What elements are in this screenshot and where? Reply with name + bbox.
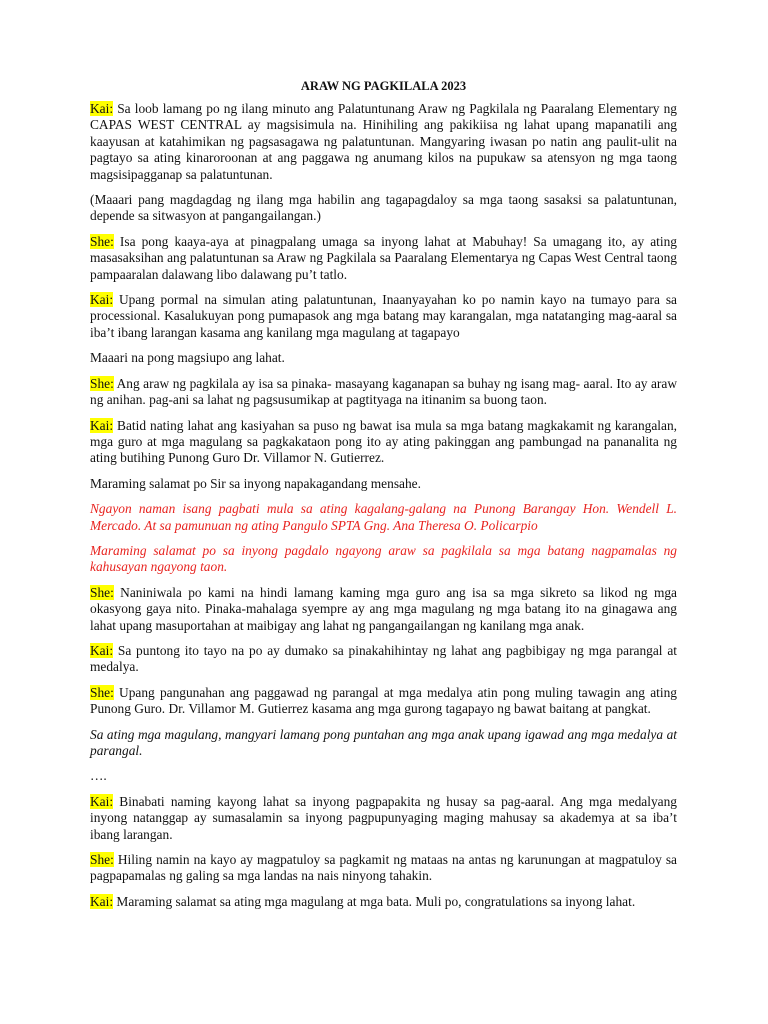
script-paragraph xyxy=(90,585,677,634)
speaker-label: Kai: xyxy=(90,101,114,116)
script-paragraph xyxy=(90,376,677,409)
script-paragraph xyxy=(90,501,677,534)
script-paragraph xyxy=(90,852,677,885)
speaker-label: Kai: xyxy=(90,417,114,433)
paragraph-text: Upang pormal na simulan ating palatuntunan, Inaanyayahan ko po namin kayo na tumayo para sa processional. Kasalukuyan pong pumapasok ang mga batang may karangalan, mga natatanging mag-aaral sa iba’t ibang larangan kasama ang kanilang mga magulang at tagapayo xyxy=(90,292,677,340)
paragraph-text: Batid nating lahat ang kasiyahan sa puso ng bawat isa mula sa mga batang magkakamit ng karangalan, mga guro at mga magulang sa pagkakataon pong ito ay ating pakinggan ang pambungad na pananalita ng ating butihing Punong Guro Dr. Villamor N. Gutierrez. xyxy=(90,417,677,466)
script-paragraph xyxy=(90,418,677,467)
speaker-label: She: xyxy=(90,375,114,391)
script-paragraph xyxy=(90,794,677,843)
script-paragraph xyxy=(90,894,677,910)
paragraph-text: Hiling namin na kayo ay magpatuloy sa pagkamit ng mataas na antas ng karunungan at magpatuloy sa pagpapamalas ng galing sa mga landas na nais ninyong tahakin. xyxy=(90,852,677,884)
script-paragraph xyxy=(90,643,677,676)
paragraph-text: Naniniwala po kami na hindi lamang kaming mga guro ang isa sa mga sikreto sa likod ng mga okasyong gaya nito. Pinaka-mahalaga syempre ay ang mga magulang ng mga batang ito na ginagawa ang lahat upang masuportahan at maibigay ang lahat ng pangangailangan ng kanilang mga anak. xyxy=(90,584,677,633)
speaker-label: Kai: xyxy=(90,292,114,308)
speaker-label: She: xyxy=(90,584,114,600)
script-paragraph xyxy=(90,768,677,784)
paragraph-text: Maaari na pong magsiupo ang lahat. xyxy=(90,350,285,366)
speaker-label: Kai: xyxy=(90,893,114,909)
paragraph-text: Sa puntong ito tayo na po ay dumako sa pinakahihintay ng lahat ang pagbibigay ng mga parangal at medalya. xyxy=(90,642,677,675)
paragraph-text: Maraming salamat po Sir sa inyong napakagandang mensahe. xyxy=(90,475,421,491)
speaker-label: She: xyxy=(90,233,114,249)
script-paragraph xyxy=(90,350,677,366)
paragraph-text: …. xyxy=(90,768,107,784)
script-paragraph xyxy=(90,685,677,718)
speaker-label: Kai: xyxy=(90,793,114,809)
document-title: ARAW NG PAGKILALA 2023 xyxy=(300,79,467,93)
paragraph-text: Isa pong kaaya-aya at pinagpalang umaga sa inyong lahat at Mabuhay! Sa umagang ito, ay ating masasaksihan ang palatuntunan sa Araw ng Pagkilala sa Paaralang Elementarya ng Capas West Central taong pampaaralan dalawang libo dalawang pu’t tatlo. xyxy=(90,233,677,282)
script-paragraph xyxy=(90,101,677,183)
paragraph-text: Ngayon naman isang pagbati mula sa ating kagalang-galang na Punong Barangay Hon. Wendell L. Mercado. At sa pamunuan ng ating Pangulo SPTA Gng. Ana Theresa O. Policarpio xyxy=(90,501,677,533)
document-body xyxy=(90,101,677,910)
paragraph-text: Ang araw ng pagkilala ay isa sa pinaka- masayang kaganapan sa buhay ng isang mag- aaral. Ito ay araw ng anihan. pag-ani sa lahat ng pagsusumikap at pagtityaga na itinanim sa buong taon. xyxy=(90,375,677,408)
paragraph-text: Sa loob lamang po ng ilang minuto ang Palatuntunang Araw ng Pagkilala ng Paaralang Elementary ng CAPAS WEST CENTRAL ay magsisimula na. Hinihiling ang pakikiisa ng lahat upang mapanatili ang kaayusan at katahimikan ng pagsasagawa ng palatuntunan. Mangyaring iwasan po natin ang paulit-ulit na pagtayo sa ating kinaroroonan at ang paggawa ng anumang kilos na pupukaw sa atensyon ng mga taong magsisipagganap sa palatuntunan. xyxy=(90,101,677,182)
speaker-label: She: xyxy=(90,852,114,868)
script-paragraph xyxy=(90,192,677,225)
script-paragraph xyxy=(90,476,677,492)
script-paragraph xyxy=(90,543,677,576)
speaker-label: Kai: xyxy=(90,642,114,658)
script-paragraph xyxy=(90,234,677,283)
paragraph-text: Sa ating mga magulang, mangyari lamang pong puntahan ang mga anak upang igawad ang mga medalya at parangal. xyxy=(90,726,677,758)
paragraph-text: Maraming salamat sa ating mga magulang at mga bata. Muli po, congratulations sa inyong lahat. xyxy=(113,893,636,909)
speaker-label: She: xyxy=(90,684,114,700)
paragraph-text: Upang pangunahan ang paggawad ng parangal at mga medalya atin pong muling tawagin ang ating Punong Guro. Dr. Villamor M. Gutierrez kasama ang mga gurong tagapayo ng bawat baitang at pangkat. xyxy=(90,684,677,717)
paragraph-text: Maraming salamat po sa inyong pagdalo ngayong araw sa pagkilala sa mga batang nagpamalas ng kahusayan ngayong taon. xyxy=(90,542,677,575)
script-paragraph xyxy=(90,727,677,760)
script-paragraph xyxy=(90,292,677,341)
paragraph-text: (Maaari pang magdagdag ng ilang mga habilin ang tagapagdaloy sa mga taong sasaksi sa palatuntunan, depende sa sitwasyon at pangangailangan.) xyxy=(90,192,677,224)
paragraph-text: Binabati naming kayong lahat sa inyong pagpapakita ng husay sa pag-aaral. Ang mga medalyang inyong natanggap ay sumasalamin sa inyong pagpupunyaging maging mahusay sa akademya at sa iba’t ibang larangan. xyxy=(90,793,677,842)
